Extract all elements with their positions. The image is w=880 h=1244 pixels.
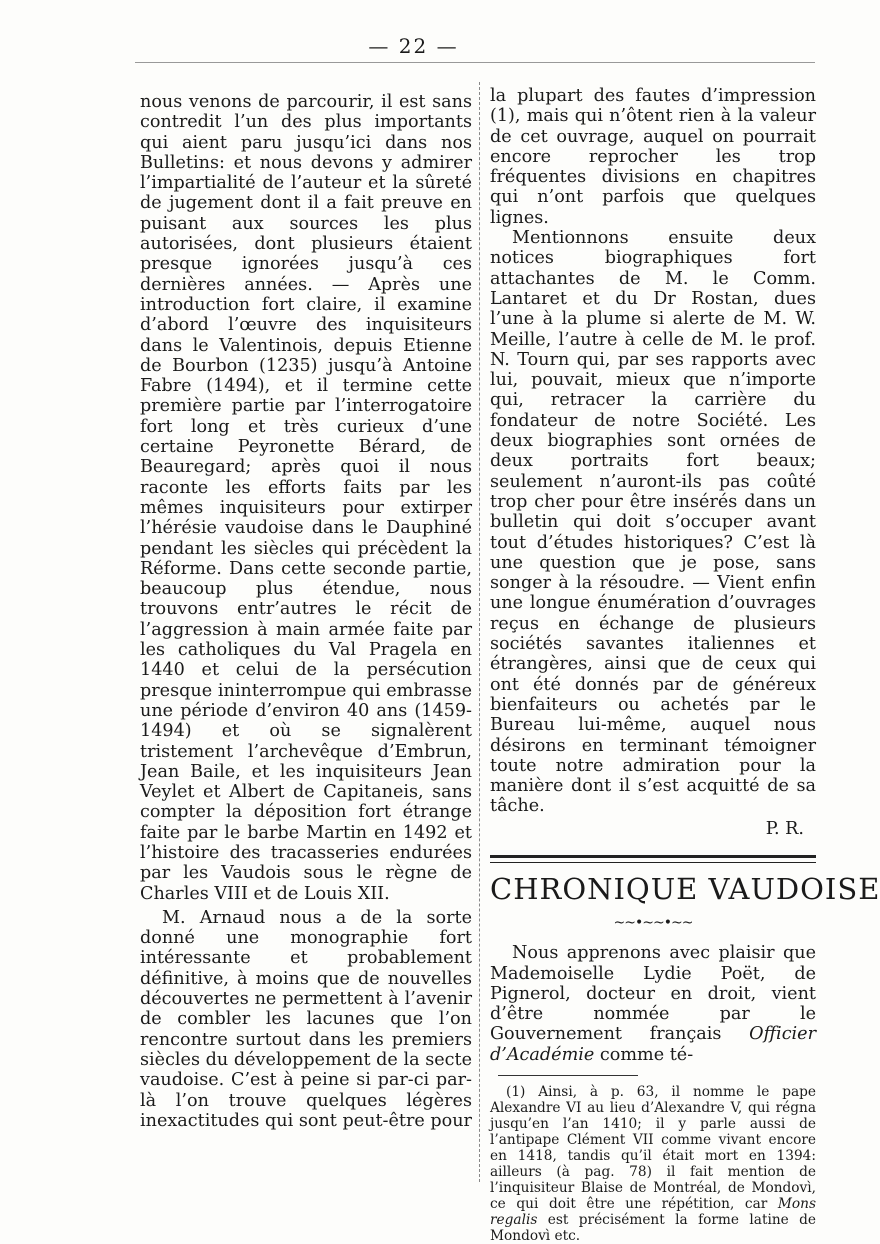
left-column (140, 92, 472, 1131)
header-rule (135, 62, 815, 63)
section-rule (490, 855, 816, 863)
signature: P. R. (765, 818, 804, 839)
chronicle-title-italic: Officier d’Académie (490, 1024, 816, 1065)
right-column (490, 86, 880, 1244)
right-paragraph-2: Mentionnons ensuite deux notices biographiques fort attachantes de M. le Comm. Lantaret et du Dr Rostan, dues l’une à la plume si alerte de M. W. Meille, l’autre à celle de M. le prof. N. Tourn qui, par ses rapports avec lui, pouvait, mieux que n’importe qui, retracer la carrière du fondateur de notre Société. Les deux biographies sont ornées de deux portraits fort beaux; seulement n’auront-ils pas coûté trop cher pour être insérés dans un bulletin qui doit s’occuper avant tout d’études historiques? C’est là une question que je pose, sans songer à la résoudre. — Vient enfin une longue énumération d’ouvrages reçus en échange de plusieurs sociétés savantes italiennes et étrangères, ainsi que de ceux qui ont été donnés par de généreux bienfaiteurs ou achetés par le Bureau lui-même, auquel nous désirons en terminant témoigner toute notre admiration pour la manière dont il s’est acquitté de sa tâche. (490, 228, 816, 817)
column-divider (479, 82, 481, 1182)
left-paragraph-1: nous venons de parcourir, il est sans contredit l’un des plus importants qui aient paru jusqu’ici dans nos Bulletins: et nous devons y admirer l’impartialité de l’auteur et la sûreté de jugement dont il a fait preuve en puisant aux sources les plus autorisées, dont plusieurs étaient presque ignorées jusqu’à ces dernières années. — Après une introduction fort claire, il examine d’abord l’œuvre des inquisiteurs dans le Valentinois, depuis Etienne de Bourbon (1235) jusqu’à Antoine Fabre (1494), et il termine cette première partie par l’interrogatoire fort long et très curieux d’une certaine Peyronette Bérard, de Beauregard; après quoi il nous raconte les efforts faits par les mêmes inquisiteurs pour extirper l’hérésie vaudoise dans le Dauphiné pendant les siècles qui précèdent la Réforme. Dans cette seconde partie, beaucoup plus étendue, nous trouvons entr’autres le récit de l’aggression à main armée faite par les catholiques du Val Pragela en 1440 et celui de la persécution presque ininterrompue qui embrasse une période d’environ 40 ans (1459-1494) et où se signalèrent tristement l’archevêque d’Embrun, Jean Baile, et les inquisiteurs Jean Veylet et Albert de Capitaneis, sans compter la déposition fort étrange faite par le barbe Martin en 1492 et l’histoire des tracasseries endurées par les Vaudois sous le règne de Charles VIII et de Louis XII. (140, 92, 472, 904)
footnote (490, 1084, 816, 1244)
page-number: — 22 — (368, 34, 459, 58)
ornament-divider: ~~•~~•~~ (613, 914, 693, 931)
right-paragraph-1: la plupart des fautes d’impression (1), mais qui n’ôtent rien à la valeur de cet ouvrage, auquel on pourrait encore reprocher les trop fréquentes divisions en chapitres qui n’ont parfois que quelques lignes. (490, 86, 816, 228)
footnote-text-end: est précisément la forme latine de Mondovì etc. (490, 1212, 816, 1244)
footnote-italic: Mons regalis (490, 1196, 816, 1229)
chronicle-paragraph (490, 943, 816, 1065)
footnote-rule (498, 1075, 638, 1076)
section-title: CHRONIQUE VAUDOISE (490, 871, 880, 906)
left-paragraph-2: M. Arnaud nous a de la sorte donné une monographie fort intéressante et probablement définitive, à moins que de nouvelles découvertes ne permettent à l’avenir de combler les lacunes que l’on rencontre surtout dans les premiers siècles du développement de la secte vaudoise. C’est à peine si par-ci par-là l’on trouve quelques légères inexactitudes qui sont peut-être pour (140, 907, 472, 1131)
chronicle-text-start: Nous apprenons avec plaisir que Mademoiselle Lydie Poët, de Pignerol, docteur en droit, vient d’être nommée par le Gouvernement français (490, 943, 816, 1045)
footnote-text-start: (1) Ainsi, à p. 63, il nomme le pape Alexandre VI au lieu d’Alexandre V, qui régna jusqu’en l’an 1410; il y parle aussi de l’antipape Clément VII comme vivant encore en 1418, tandis qu’il était mort en 1394: ailleurs (à pag. 78) il fait mention de l’inquisiteur Blaise de Montréal, de Mondovì, ce qui doit être une répétition, car (490, 1084, 816, 1213)
chronicle-text-end: comme té- (594, 1044, 694, 1065)
